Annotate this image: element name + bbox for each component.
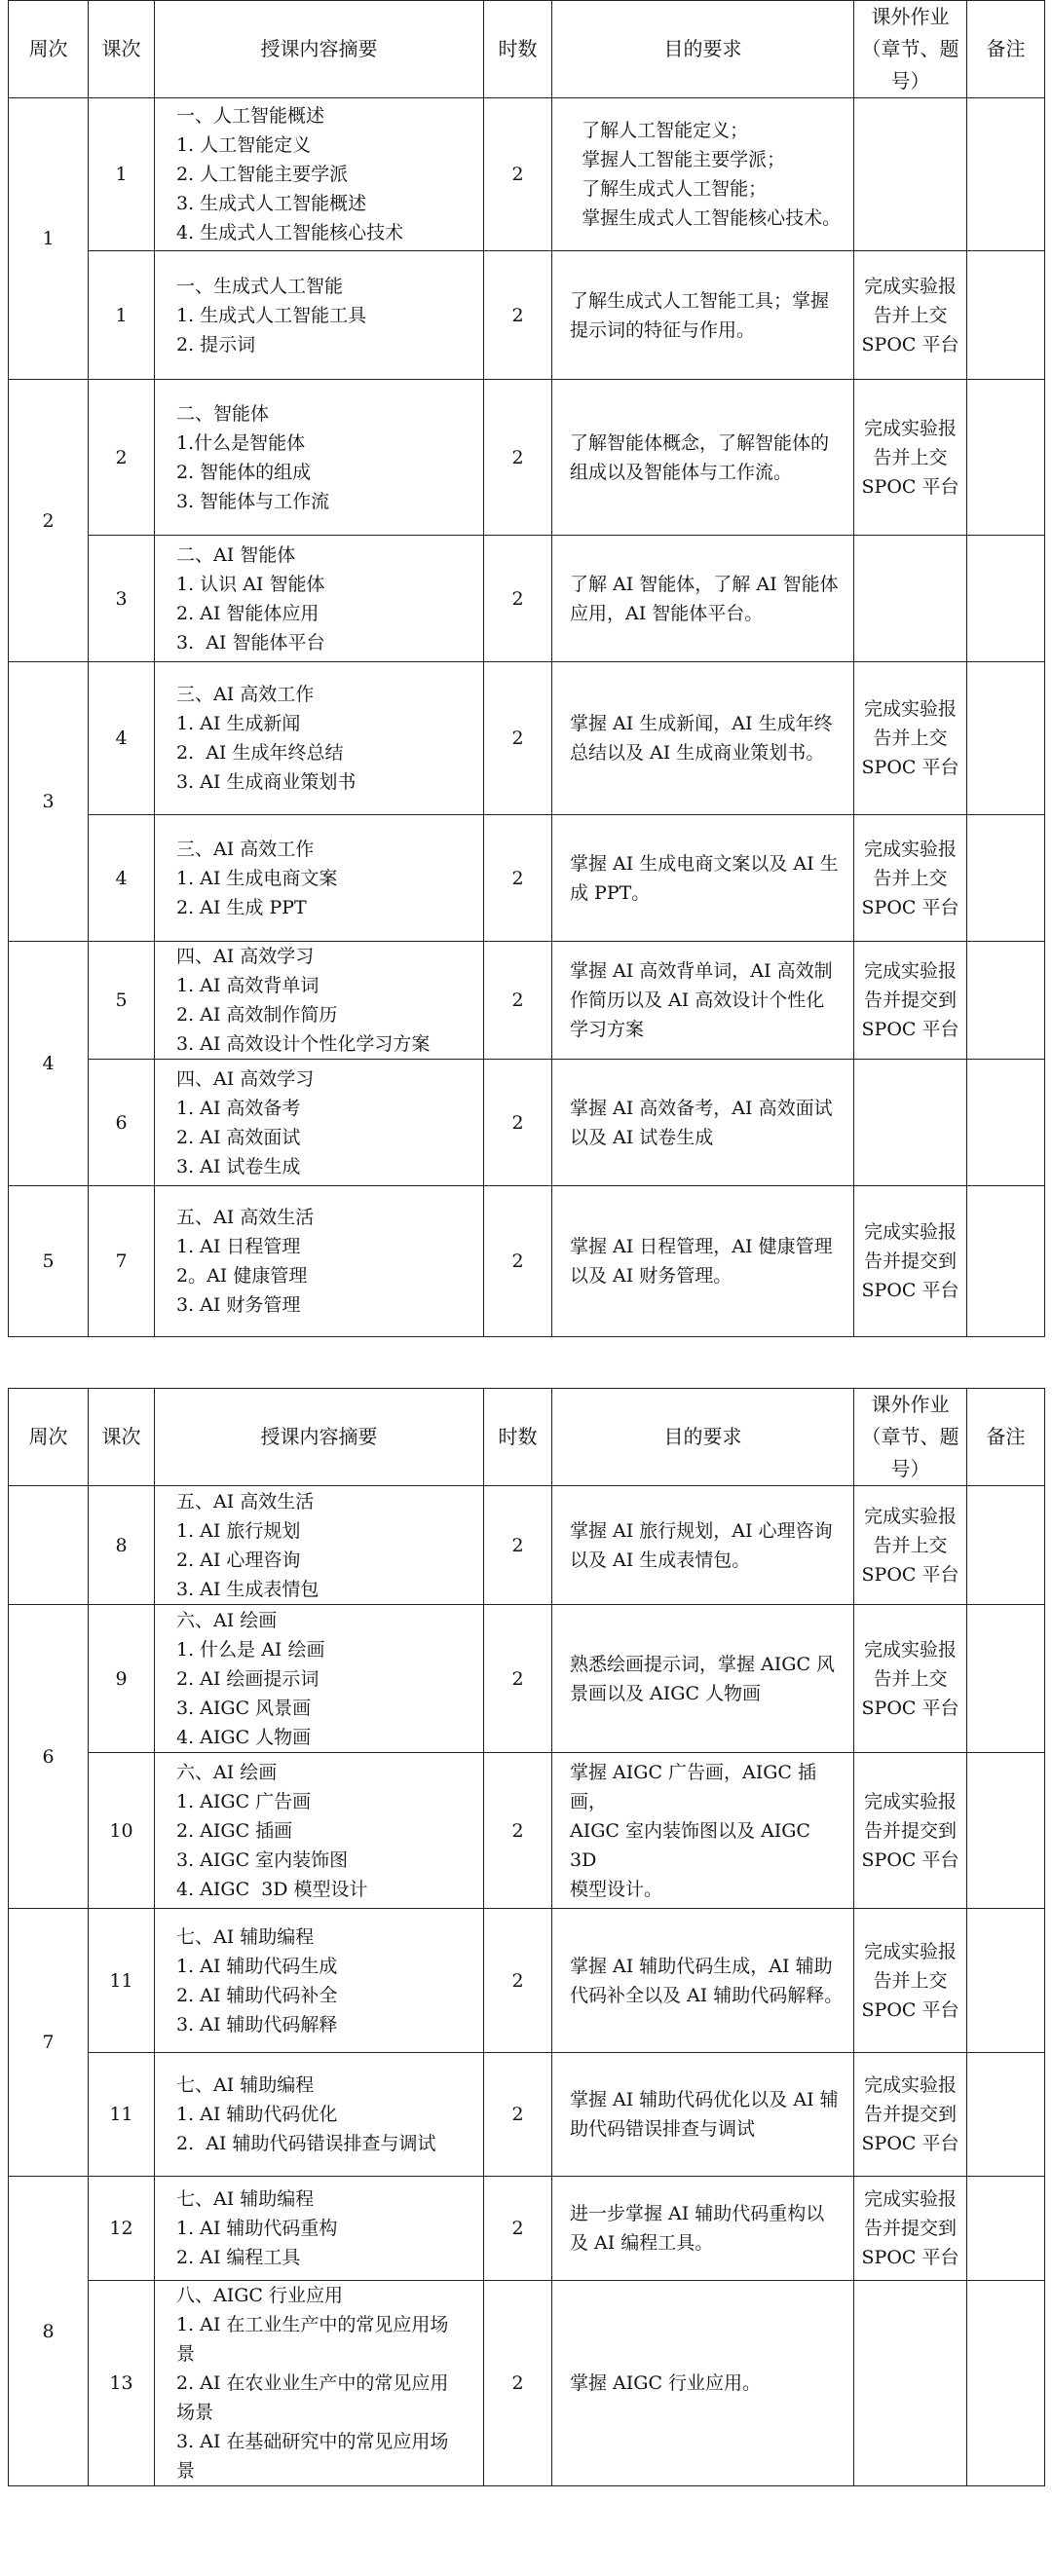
goal-cell xyxy=(552,2281,854,2486)
table-row xyxy=(9,815,1045,942)
hours-cell: 2 xyxy=(484,1186,552,1337)
content-cell-line: 4. 生成式人工智能核心技术 xyxy=(176,222,404,243)
header-hours: 时数 xyxy=(484,1389,552,1486)
content-cell-line: 4. AIGC 人物画 xyxy=(176,1726,312,1748)
content-cell xyxy=(155,815,484,942)
table-header-row xyxy=(9,1,1045,98)
content-cell-line: 1.什么是智能体 xyxy=(176,431,306,454)
goal-cell-line: 掌握 AI 辅助代码生成，AI 辅助 xyxy=(570,1955,833,1977)
homework-cell xyxy=(854,1186,967,1337)
homework-cell xyxy=(854,1909,967,2053)
homework-cell-line: 告并提交到 xyxy=(863,989,957,1011)
homework-cell-line: 完成实验报 xyxy=(863,1940,957,1962)
goal-cell-line: 以及 AI 财务管理。 xyxy=(570,1265,733,1287)
header-goal: 目的要求 xyxy=(552,1,854,98)
remark-cell xyxy=(967,1605,1045,1753)
lesson-cell: 5 xyxy=(89,942,155,1060)
table-row xyxy=(9,1753,1045,1909)
table-row xyxy=(9,380,1045,536)
content-cell-line: 3. AI 试卷生成 xyxy=(176,1155,301,1177)
hours-cell: 2 xyxy=(484,662,552,815)
content-cell-line: 1. AI 生成电商文案 xyxy=(176,867,338,889)
goal-cell-line: 成 PPT。 xyxy=(570,881,651,904)
content-cell-line: 二、AI 智能体 xyxy=(176,543,296,566)
homework-cell-line: SPOC 平台 xyxy=(861,1998,959,2021)
homework-cell-line: SPOC 平台 xyxy=(861,2247,959,2268)
homework-cell xyxy=(854,1486,967,1605)
content-cell-line: 2. AI 在农业业生产中的常见应用 xyxy=(176,2372,449,2394)
content-cell-line: 1. 什么是 AI 绘画 xyxy=(176,1638,325,1661)
goal-cell xyxy=(552,2053,854,2177)
homework-cell-line: SPOC 平台 xyxy=(861,1697,959,1719)
goal-cell xyxy=(552,1486,854,1605)
remark-cell xyxy=(967,1186,1045,1337)
goal-cell xyxy=(552,815,854,942)
homework-cell xyxy=(854,98,967,251)
goal-cell xyxy=(552,1605,854,1753)
content-cell-line: 2. AI 智能体应用 xyxy=(176,602,319,624)
content-cell-line: 2. AI 生成 PPT xyxy=(176,896,307,918)
content-cell-line: 1. 认识 AI 智能体 xyxy=(176,573,325,595)
content-cell-line: 2. AI 心理咨询 xyxy=(176,1549,301,1571)
content-cell-line: 2. 提示词 xyxy=(176,333,256,355)
lesson-cell: 8 xyxy=(89,1486,155,1605)
week-cell: 1 xyxy=(9,98,89,380)
week-cell: 4 xyxy=(9,942,89,1186)
content-cell-line: 3. 智能体与工作流 xyxy=(176,490,330,512)
goal-cell-line: 掌握 AI 旅行规划，AI 心理咨询 xyxy=(570,1519,833,1542)
content-cell-line: 3. AIGC 室内装饰图 xyxy=(176,1848,349,1871)
content-cell-line: 场景 xyxy=(176,2402,214,2423)
hours-cell: 2 xyxy=(484,1605,552,1753)
content-cell-line: 2. AI 高效面试 xyxy=(176,1126,301,1148)
remark-cell xyxy=(967,662,1045,815)
content-cell-line: 3. AI 生成商业策划书 xyxy=(176,771,357,793)
hours-cell: 2 xyxy=(484,1753,552,1909)
header-lesson: 课次 xyxy=(89,1,155,98)
goal-cell-line: 助代码错误排查与调试 xyxy=(570,2118,756,2140)
homework-cell-line: SPOC 平台 xyxy=(861,896,959,918)
content-cell xyxy=(155,2053,484,2177)
homework-cell xyxy=(854,2281,967,2486)
content-cell-line: 3. AI 生成表情包 xyxy=(176,1578,319,1600)
homework-cell-line: 告并提交到 xyxy=(863,2218,957,2239)
content-cell xyxy=(155,1909,484,2053)
hours-cell: 2 xyxy=(484,2281,552,2486)
week-cell: 2 xyxy=(9,380,89,662)
goal-cell-line: 掌握 AIGC 广告画，AIGC 插画， xyxy=(570,1761,817,1812)
goal-cell-line: 提示词的特征与作用。 xyxy=(570,318,756,341)
content-cell xyxy=(155,2281,484,2486)
week-cell: 3 xyxy=(9,662,89,942)
content-cell-line: 2. 智能体的组成 xyxy=(176,461,312,483)
homework-cell-line: 完成实验报 xyxy=(863,1638,957,1661)
content-cell-line: 2. AI 绘画提示词 xyxy=(176,1667,319,1690)
goal-cell-line: 了解生成式人工智能； xyxy=(570,178,768,200)
goal-cell xyxy=(552,536,854,662)
hours-cell: 2 xyxy=(484,380,552,536)
goal-cell-line: 进一步掌握 AI 辅助代码重构以 xyxy=(570,2203,825,2224)
goal-cell-line: 掌握 AI 辅助代码优化以及 AI 辅 xyxy=(570,2089,839,2110)
lesson-cell: 1 xyxy=(89,98,155,251)
content-cell-line: 3. AI 辅助代码解释 xyxy=(176,2013,338,2035)
goal-cell-line: 掌握生成式人工智能核心技术。 xyxy=(570,207,842,229)
content-cell-line: 2. AI 辅助代码错误排查与调试 xyxy=(176,2133,436,2154)
content-cell-line: 1. AI 生成新闻 xyxy=(176,713,301,734)
homework-cell xyxy=(854,380,967,536)
content-cell-line: 3. AI 在基础研究中的常见应用场 xyxy=(176,2431,449,2452)
content-cell-line: 1. AI 辅助代码优化 xyxy=(176,2104,338,2125)
header-homework xyxy=(854,1,967,98)
content-cell-line: 2. AI 辅助代码补全 xyxy=(176,1984,338,2006)
week-cell: 6 xyxy=(9,1605,89,1909)
goal-cell-line: 了解 AI 智能体，了解 AI 智能体 xyxy=(570,573,839,595)
content-cell-line: 六、AI 绘画 xyxy=(176,1609,278,1631)
content-cell-line: 3. AIGC 风景画 xyxy=(176,1697,312,1719)
header-content: 授课内容摘要 xyxy=(155,1389,484,1486)
content-cell-line: 4. AIGC 3D 模型设计 xyxy=(176,1878,368,1900)
homework-cell-line: 完成实验报 xyxy=(863,1221,957,1243)
content-cell-line: 1. AI 在工业生产中的常见应用场 xyxy=(176,2314,449,2335)
lesson-cell: 11 xyxy=(89,1909,155,2053)
homework-cell-line: 告并上交 xyxy=(873,728,948,749)
week-cell: 7 xyxy=(9,1909,89,2177)
hours-cell: 2 xyxy=(484,815,552,942)
table-row xyxy=(9,251,1045,380)
content-cell-line: 五、AI 高效生活 xyxy=(176,1490,315,1512)
goal-cell-line: 掌握人工智能主要学派； xyxy=(570,149,786,170)
homework-cell xyxy=(854,251,967,380)
content-cell xyxy=(155,1060,484,1186)
content-cell-line: 1. AI 高效备考 xyxy=(176,1097,301,1119)
content-cell xyxy=(155,942,484,1060)
content-cell xyxy=(155,98,484,251)
header-remark: 备注 xyxy=(967,1,1045,98)
goal-cell-line: AIGC 室内装饰图以及 AIGC 3D xyxy=(570,1819,823,1871)
content-cell-line: 2. AIGC 插画 xyxy=(176,1819,293,1842)
table-row xyxy=(9,2177,1045,2281)
homework-cell-line: 完成实验报 xyxy=(863,960,957,982)
hours-cell: 2 xyxy=(484,2053,552,2177)
week-cell: 8 xyxy=(9,2177,89,2486)
remark-cell xyxy=(967,1753,1045,1909)
content-cell xyxy=(155,380,484,536)
goal-cell-line: 掌握 AIGC 行业应用。 xyxy=(570,2372,762,2394)
homework-cell-line: 告并提交到 xyxy=(863,1819,957,1842)
lesson-cell: 4 xyxy=(89,815,155,942)
homework-cell-line: 完成实验报 xyxy=(863,838,957,860)
hours-cell: 2 xyxy=(484,536,552,662)
goal-cell-line: 以及 AI 生成表情包。 xyxy=(570,1549,751,1571)
goal-cell xyxy=(552,1060,854,1186)
schedule-page-2 xyxy=(8,1388,1044,2486)
goal-cell xyxy=(552,942,854,1060)
content-cell-line: 1. AI 辅助代码重构 xyxy=(176,2218,338,2239)
content-cell xyxy=(155,1753,484,1909)
homework-cell-line: 告并上交 xyxy=(873,1969,948,1992)
content-cell-line: 八、AIGC 行业应用 xyxy=(176,2285,343,2306)
content-cell-line: 六、AI 绘画 xyxy=(176,1761,278,1783)
content-cell-line: 五、AI 高效生活 xyxy=(176,1207,315,1228)
table-row xyxy=(9,662,1045,815)
content-cell-line: 四、AI 高效学习 xyxy=(176,1067,315,1090)
homework-cell-line: 完成实验报 xyxy=(863,698,957,720)
table-row xyxy=(9,942,1045,1060)
table-row xyxy=(9,536,1045,662)
homework-cell-line: 告并提交到 xyxy=(863,1251,957,1272)
table-row xyxy=(9,1486,1045,1605)
schedule-table-2 xyxy=(8,1388,1045,2486)
goal-cell-line: 学习方案 xyxy=(570,1019,645,1040)
content-cell-line: 七、AI 辅助编程 xyxy=(176,2074,315,2096)
header-homework-line: 号） xyxy=(890,1457,930,1480)
content-cell-line: 1. 人工智能定义 xyxy=(176,134,312,156)
remark-cell xyxy=(967,2281,1045,2486)
goal-cell-line: 了解智能体概念，了解智能体的 xyxy=(570,431,830,454)
header-homework-line: （章节、题 xyxy=(861,1425,959,1448)
content-cell-line: 2. AI 编程工具 xyxy=(176,2247,301,2268)
homework-cell-line: SPOC 平台 xyxy=(861,2133,959,2154)
content-cell-line: 2. AI 生成年终总结 xyxy=(176,742,344,764)
content-cell xyxy=(155,251,484,380)
content-cell-line: 一、人工智能概述 xyxy=(176,105,325,127)
lesson-cell: 13 xyxy=(89,2281,155,2486)
lesson-cell: 10 xyxy=(89,1753,155,1909)
homework-cell-line: 告并上交 xyxy=(873,1534,948,1556)
header-week: 周次 xyxy=(9,1389,89,1486)
hours-cell: 2 xyxy=(484,1060,552,1186)
homework-cell-line: 告并上交 xyxy=(873,304,948,326)
content-cell xyxy=(155,536,484,662)
goal-cell xyxy=(552,380,854,536)
header-lesson: 课次 xyxy=(89,1389,155,1486)
content-cell xyxy=(155,662,484,815)
homework-cell xyxy=(854,2053,967,2177)
goal-cell-line: 景画以及 AIGC 人物画 xyxy=(570,1682,762,1704)
homework-cell xyxy=(854,2177,967,2281)
remark-cell xyxy=(967,98,1045,251)
table-header-row xyxy=(9,1389,1045,1486)
goal-cell-line: 掌握 AI 日程管理，AI 健康管理 xyxy=(570,1236,833,1257)
remark-cell xyxy=(967,2053,1045,2177)
goal-cell-line: 应用，AI 智能体平台。 xyxy=(570,602,764,624)
content-cell-line: 景 xyxy=(176,2343,196,2365)
homework-cell-line: SPOC 平台 xyxy=(861,333,959,355)
lesson-cell: 6 xyxy=(89,1060,155,1186)
week-cell: 5 xyxy=(9,1186,89,1337)
content-cell-line: 3. AI 智能体平台 xyxy=(176,631,325,653)
goal-cell-line: 掌握 AI 高效备考，AI 高效面试 xyxy=(570,1097,833,1119)
week-cell xyxy=(9,1486,89,1605)
goal-cell-line: 作简历以及 AI 高效设计个性化 xyxy=(570,989,825,1011)
goal-cell xyxy=(552,1753,854,1909)
content-cell-line: 七、AI 辅助编程 xyxy=(176,2188,315,2210)
table-row xyxy=(9,1060,1045,1186)
remark-cell xyxy=(967,942,1045,1060)
homework-cell-line: 告并上交 xyxy=(873,1667,948,1690)
goal-cell-line: 组成以及智能体与工作流。 xyxy=(570,461,793,483)
goal-cell xyxy=(552,98,854,251)
header-goal: 目的要求 xyxy=(552,1389,854,1486)
goal-cell xyxy=(552,662,854,815)
homework-cell-line: SPOC 平台 xyxy=(861,1019,959,1040)
remark-cell xyxy=(967,380,1045,536)
goal-cell-line: 以及 AI 试卷生成 xyxy=(570,1126,714,1148)
lesson-cell: 7 xyxy=(89,1186,155,1337)
lesson-cell: 9 xyxy=(89,1605,155,1753)
header-homework-line: 号） xyxy=(890,69,930,93)
goal-cell xyxy=(552,1186,854,1337)
homework-cell-line: 告并上交 xyxy=(873,867,948,889)
content-cell-line: 3. AI 高效设计个性化学习方案 xyxy=(176,1033,431,1055)
hours-cell: 2 xyxy=(484,251,552,380)
goal-cell xyxy=(552,1909,854,2053)
remark-cell xyxy=(967,251,1045,380)
content-cell-line: 1. 生成式人工智能工具 xyxy=(176,304,367,326)
content-cell-line: 二、智能体 xyxy=(176,402,270,425)
header-remark: 备注 xyxy=(967,1389,1045,1486)
header-homework-line: （章节、题 xyxy=(861,37,959,60)
content-cell-line: 1. AI 旅行规划 xyxy=(176,1519,301,1542)
remark-cell xyxy=(967,2177,1045,2281)
content-cell-line: 2. AI 高效制作简历 xyxy=(176,1004,338,1026)
homework-cell xyxy=(854,1753,967,1909)
homework-cell-line: 完成实验报 xyxy=(863,1790,957,1812)
goal-cell-line: 掌握 AI 高效背单词，AI 高效制 xyxy=(570,960,833,982)
content-cell-line: 一、生成式人工智能 xyxy=(176,275,344,297)
homework-cell-line: 告并上交 xyxy=(873,446,948,468)
table-row xyxy=(9,1186,1045,1337)
content-cell-line: 景 xyxy=(176,2460,196,2482)
homework-cell xyxy=(854,1605,967,1753)
content-cell-line: 2。AI 健康管理 xyxy=(176,1265,308,1287)
homework-cell-line: SPOC 平台 xyxy=(861,757,959,778)
header-homework-line: 课外作业 xyxy=(871,1393,950,1416)
content-cell xyxy=(155,1186,484,1337)
lesson-cell: 2 xyxy=(89,380,155,536)
schedule-page-1 xyxy=(8,0,1044,1337)
homework-cell-line: 完成实验报 xyxy=(863,2074,957,2096)
header-week: 周次 xyxy=(9,1,89,98)
content-cell-line: 1. AI 辅助代码生成 xyxy=(176,1955,338,1977)
table-row xyxy=(9,1605,1045,1753)
homework-cell-line: SPOC 平台 xyxy=(861,475,959,498)
homework-cell-line: SPOC 平台 xyxy=(861,1848,959,1871)
homework-cell-line: 完成实验报 xyxy=(863,275,957,297)
hours-cell: 2 xyxy=(484,1486,552,1605)
content-cell xyxy=(155,1605,484,1753)
goal-cell-line: 代码补全以及 AI 辅助代码解释。 xyxy=(570,1984,844,2006)
content-cell-line: 三、AI 高效工作 xyxy=(176,684,315,705)
header-homework-line: 课外作业 xyxy=(871,5,950,28)
goal-cell-line: 总结以及 AI 生成商业策划书。 xyxy=(570,742,825,764)
content-cell-line: 1. AI 日程管理 xyxy=(176,1236,301,1257)
remark-cell xyxy=(967,1909,1045,2053)
content-cell xyxy=(155,1486,484,1605)
homework-cell xyxy=(854,662,967,815)
hours-cell: 2 xyxy=(484,1909,552,2053)
goal-cell-line: 掌握 AI 生成新闻，AI 生成年终 xyxy=(570,713,833,734)
homework-cell-line: SPOC 平台 xyxy=(861,1563,959,1586)
page-break xyxy=(0,1371,1052,1388)
goal-cell xyxy=(552,251,854,380)
content-cell-line: 1. AIGC 广告画 xyxy=(176,1790,312,1812)
homework-cell-line: SPOC 平台 xyxy=(861,1280,959,1301)
homework-cell xyxy=(854,536,967,662)
content-cell-line: 三、AI 高效工作 xyxy=(176,838,315,860)
goal-cell-line: 了解生成式人工智能工具；掌握 xyxy=(570,289,830,312)
header-content: 授课内容摘要 xyxy=(155,1,484,98)
lesson-cell: 4 xyxy=(89,662,155,815)
content-cell-line: 2. 人工智能主要学派 xyxy=(176,164,349,185)
homework-cell-line: 告并提交到 xyxy=(863,2104,957,2125)
content-cell xyxy=(155,2177,484,2281)
lesson-cell: 12 xyxy=(89,2177,155,2281)
schedule-table-1 xyxy=(8,0,1045,1337)
remark-cell xyxy=(967,536,1045,662)
goal-cell-line: 了解人工智能定义； xyxy=(570,120,749,141)
hours-cell: 2 xyxy=(484,942,552,1060)
content-cell-line: 3. 生成式人工智能概述 xyxy=(176,193,367,214)
homework-cell xyxy=(854,1060,967,1186)
content-cell-line: 四、AI 高效学习 xyxy=(176,946,315,967)
homework-cell xyxy=(854,942,967,1060)
table-row xyxy=(9,1909,1045,2053)
homework-cell-line: 完成实验报 xyxy=(863,417,957,439)
content-cell-line: 七、AI 辅助编程 xyxy=(176,1925,315,1948)
table-row xyxy=(9,2281,1045,2486)
homework-cell xyxy=(854,815,967,942)
goal-cell-line: 及 AI 编程工具。 xyxy=(570,2232,714,2254)
goal-cell-line: 熟悉绘画提示词，掌握 AIGC 风 xyxy=(570,1653,836,1675)
remark-cell xyxy=(967,815,1045,942)
header-hours: 时数 xyxy=(484,1,552,98)
remark-cell xyxy=(967,1060,1045,1186)
goal-cell-line: 模型设计。 xyxy=(570,1878,663,1900)
header-homework xyxy=(854,1389,967,1486)
remark-cell xyxy=(967,1486,1045,1605)
goal-cell-line: 掌握 AI 生成电商文案以及 AI 生 xyxy=(570,852,839,875)
table-row xyxy=(9,2053,1045,2177)
homework-cell-line: 完成实验报 xyxy=(863,2188,957,2210)
hours-cell: 2 xyxy=(484,98,552,251)
lesson-cell: 3 xyxy=(89,536,155,662)
lesson-cell: 1 xyxy=(89,251,155,380)
content-cell-line: 3. AI 财务管理 xyxy=(176,1294,301,1316)
homework-cell-line: 完成实验报 xyxy=(863,1505,957,1527)
table-row xyxy=(9,98,1045,251)
goal-cell xyxy=(552,2177,854,2281)
lesson-cell: 11 xyxy=(89,2053,155,2177)
content-cell-line: 1. AI 高效背单词 xyxy=(176,975,319,996)
hours-cell: 2 xyxy=(484,2177,552,2281)
